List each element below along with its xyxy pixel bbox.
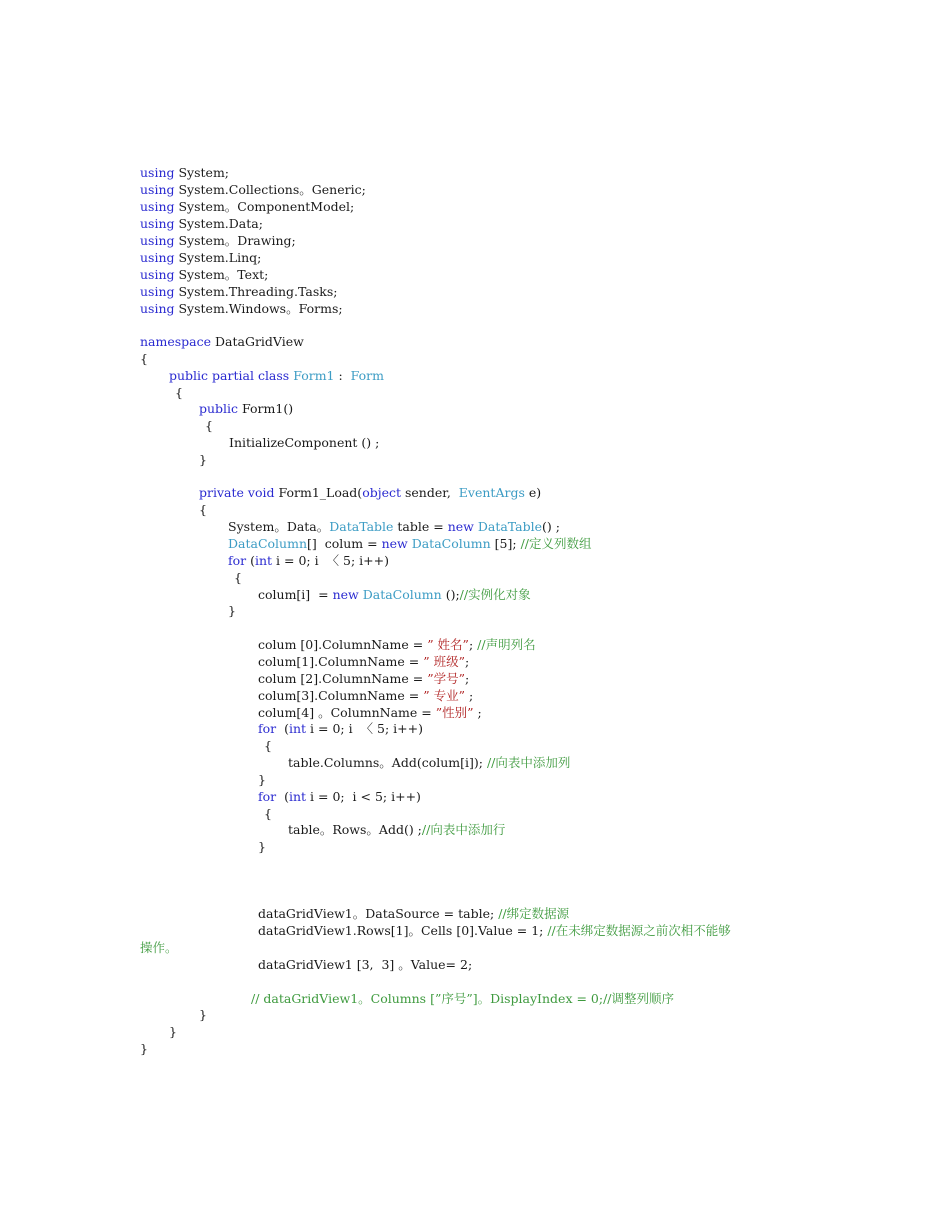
- code-line-for-loop-1: for (int i = 0; i 〈 5; i++): [228, 553, 389, 568]
- code-line-using-system: using System;: [140, 165, 230, 180]
- code-line-for-loop-2-close-brace: }: [258, 772, 266, 787]
- code-line-add-columns: table.Columns。Add(colum[i]); //向表中添加列: [288, 755, 571, 770]
- code-line-for-loop-2-open-brace: {: [264, 738, 272, 753]
- code-line-form-load-close-brace: }: [199, 1007, 207, 1022]
- code-line-form-load-signature: private void Form1_Load(object sender, EventArgs e): [199, 485, 542, 500]
- code-line-set-cell-value-2: dataGridView1 [3, 3] 。Value= 2;: [258, 957, 473, 972]
- code-line-using-componentmodel: using System。ComponentModel;: [140, 199, 355, 214]
- code-line-for-loop-3-close-brace: }: [258, 839, 266, 854]
- code-line-wrapped-comment: 操作。: [140, 940, 178, 955]
- code-line-bind-datasource: dataGridView1。DataSource = table; //绑定数据源: [258, 906, 570, 921]
- code-line-for-loop-3: for (int i = 0; i < 5; i++): [258, 789, 421, 804]
- code-line-class-close-brace: }: [169, 1024, 177, 1039]
- code-line-using-forms: using System.Windows。Forms;: [140, 301, 343, 316]
- code-line-column-name-1: colum[1].ColumnName = ” 班级”;: [258, 654, 470, 669]
- code-line-constructor-close-brace: }: [199, 452, 207, 467]
- code-line-namespace-close-brace: }: [140, 1041, 148, 1056]
- code-line-datacolumn-array: DataColumn[] colum = new DataColumn [5]; //定义列数组: [228, 536, 592, 551]
- code-line-using-text: using System。Text;: [140, 267, 269, 282]
- code-line-namespace: namespace DataGridView: [140, 334, 304, 349]
- code-line-commented-display-index: // dataGridView1。Columns [”序号”]。DisplayIndex = 0;//调整列顺序: [251, 991, 674, 1006]
- code-line-add-rows: table。Rows。Add() ;//向表中添加行: [288, 822, 506, 837]
- code-line-for-loop-2: for (int i = 0; i 〈 5; i++): [258, 721, 423, 736]
- code-line-constructor-open-brace: {: [205, 418, 213, 433]
- code-line-initialize-component: InitializeComponent () ;: [229, 435, 380, 450]
- code-line-for-loop-1-close-brace: }: [228, 603, 236, 618]
- code-line-using-data: using System.Data;: [140, 216, 263, 231]
- code-line-instantiate-column: colum[i] = new DataColumn ();//实例化对象: [258, 587, 531, 602]
- code-line-column-name-0: colum [0].ColumnName = ” 姓名”; //声明列名: [258, 637, 536, 652]
- code-line-class-declaration: public partial class Form1 : Form: [169, 368, 384, 383]
- code-line-column-name-4: colum[4] 。ColumnName = ”性别” ;: [258, 705, 482, 720]
- code-line-class-open-brace: {: [175, 385, 183, 400]
- code-line-namespace-open-brace: {: [140, 351, 148, 366]
- code-line-using-collections: using System.Collections。Generic;: [140, 182, 366, 197]
- code-line-constructor: public Form1(): [199, 401, 294, 416]
- code-line-datatable: System。Data。DataTable table = new DataTable() ;: [228, 519, 560, 534]
- code-line-form-load-open-brace: {: [199, 502, 207, 517]
- code-line-for-loop-3-open-brace: {: [264, 806, 272, 821]
- code-line-using-linq: using System.Linq;: [140, 250, 262, 265]
- code-line-using-drawing: using System。Drawing;: [140, 233, 296, 248]
- code-line-column-name-2: colum [2].ColumnName = ”学号”;: [258, 671, 470, 686]
- code-line-using-threading: using System.Threading.Tasks;: [140, 284, 338, 299]
- code-line-column-name-3: colum[3].ColumnName = ” 专业” ;: [258, 688, 474, 703]
- code-line-for-loop-1-open-brace: {: [234, 570, 242, 585]
- code-line-set-cell-value: dataGridView1.Rows[1]。Cells [0].Value = 1; //在未绑定数据源之前次相不能够: [258, 923, 731, 938]
